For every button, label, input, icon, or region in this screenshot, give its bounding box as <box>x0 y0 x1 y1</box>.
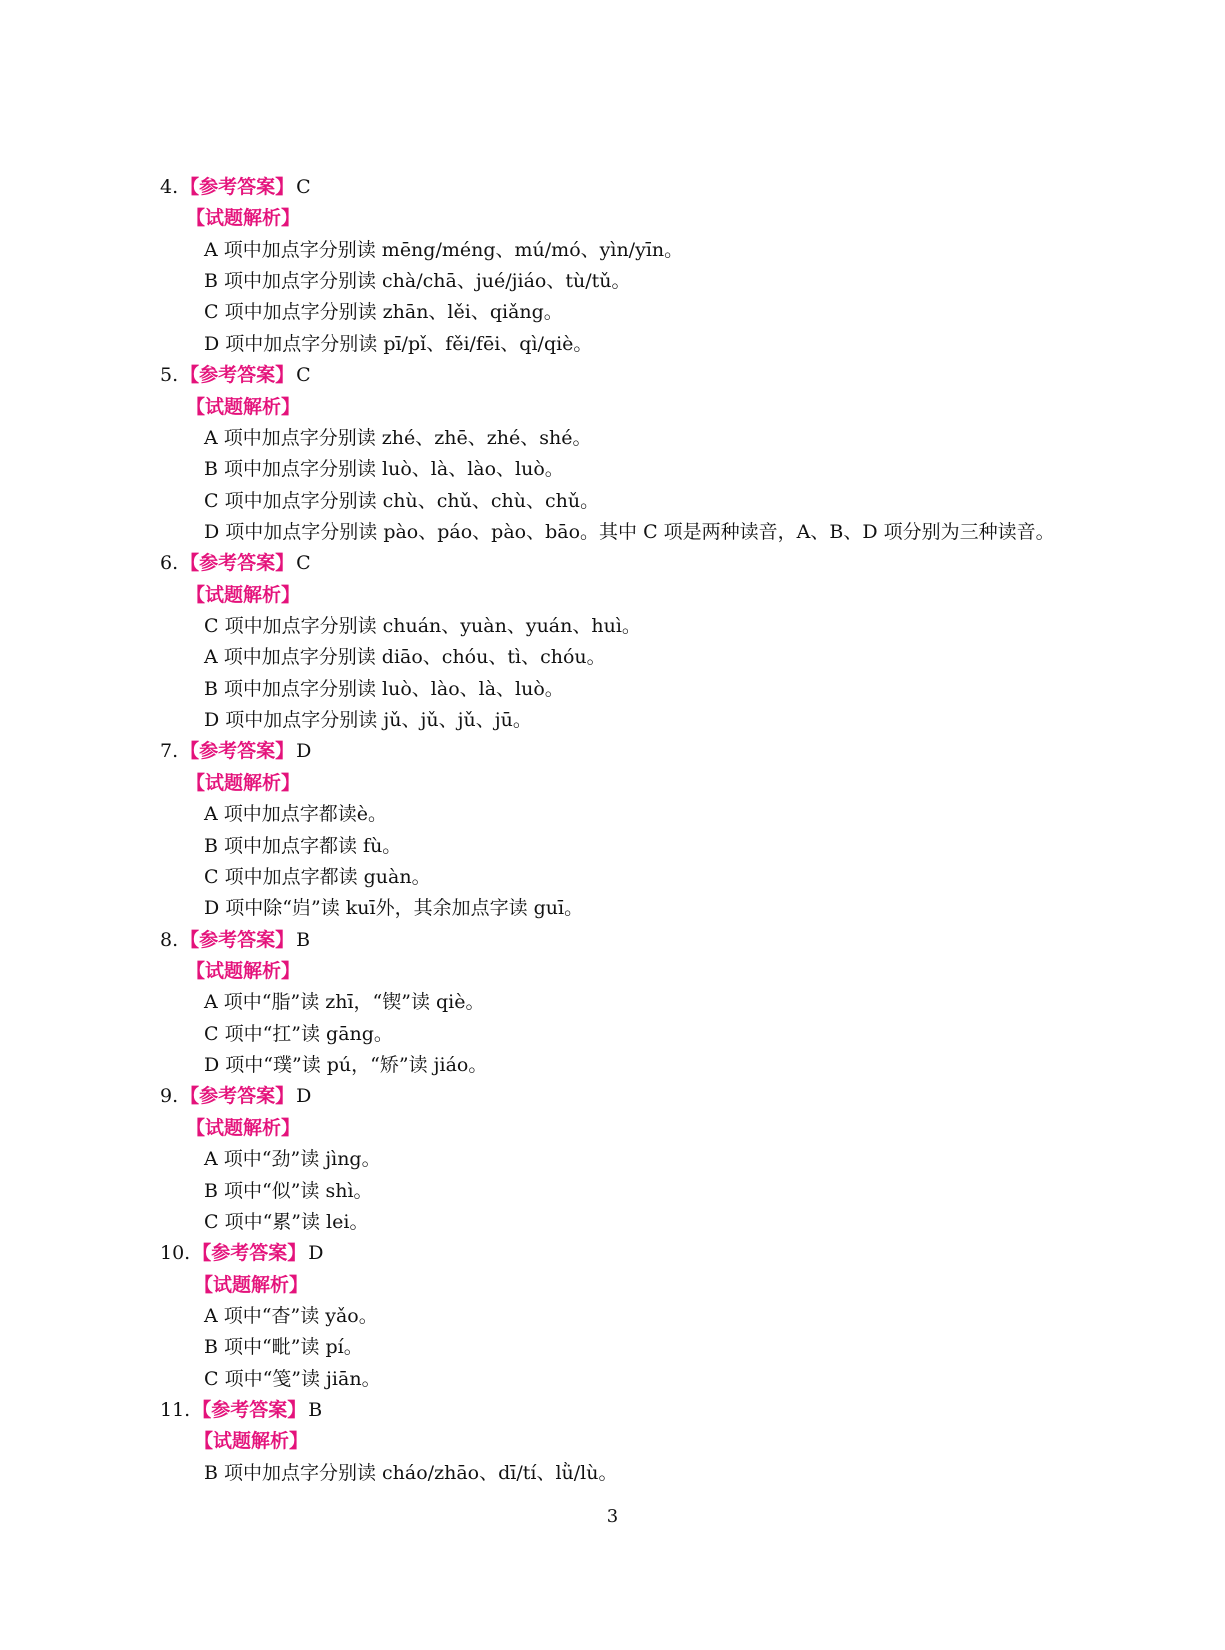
analysis-tag: 【试题解析】 <box>194 1273 309 1296</box>
answer-letter: C <box>296 364 311 387</box>
analysis-text: B 项中加点字分别读 luò、lào、là、luò。 <box>204 677 564 700</box>
analysis-text: D 项中加点字分别读 jǔ、jǔ、jǔ、jū。 <box>204 709 532 732</box>
analysis-tag: 【试题解析】 <box>186 583 301 606</box>
analysis-line <box>0 422 1225 454</box>
analysis-line <box>0 830 1225 862</box>
answer-tag: 【参考答案】 <box>180 364 295 387</box>
analysis-text: D 项中加点字分别读 pào、páo、pào、bāo。其中 C 项是两种读音，A、B、D 项分别为三种读音。 <box>204 520 1055 543</box>
analysis-heading-row <box>0 1425 1225 1457</box>
analysis-tag: 【试题解析】 <box>186 960 301 982</box>
analysis-line <box>0 328 1225 360</box>
analysis-tag: 【试题解析】 <box>194 1430 309 1453</box>
question-number: 9. <box>160 1085 179 1108</box>
analysis-heading-row <box>0 955 1225 987</box>
answer-letter: D <box>308 1242 324 1265</box>
analysis-heading-row <box>0 767 1225 799</box>
analysis-line <box>0 1018 1225 1050</box>
analysis-line <box>0 1331 1225 1363</box>
analysis-text: B 项中“似”读 shì。 <box>204 1179 373 1202</box>
answer-tag: 【参考答案】 <box>192 1399 307 1422</box>
analysis-line <box>0 1457 1225 1489</box>
analysis-text: B 项中“毗”读 pí。 <box>204 1336 363 1359</box>
question-number: 7. <box>160 740 179 763</box>
answer-tag: 【参考答案】 <box>180 176 295 198</box>
answer-letter: D <box>296 740 312 763</box>
analysis-text: B 项中加点字都读 fù。 <box>204 834 402 857</box>
question-answer-row <box>0 1394 1225 1426</box>
analysis-line <box>0 986 1225 1018</box>
question-answer-row <box>0 735 1225 767</box>
analysis-line <box>0 1049 1225 1081</box>
analysis-heading-row <box>0 1112 1225 1144</box>
answer-tag: 【参考答案】 <box>192 1242 307 1265</box>
analysis-text: D 项中“璞”读 pú，“矫”读 jiáo。 <box>204 1054 488 1077</box>
analysis-line <box>0 1300 1225 1332</box>
analysis-heading-row <box>0 202 1225 234</box>
analysis-text: D 项中除“岿”读 kuī外，其余加点字读 guī。 <box>204 897 584 920</box>
answer-tag: 【参考答案】 <box>180 1085 295 1108</box>
question-number: 11. <box>160 1399 191 1422</box>
analysis-line <box>0 1175 1225 1207</box>
question-number: 8. <box>160 928 179 951</box>
answer-tag: 【参考答案】 <box>180 552 295 575</box>
analysis-text: A 项中“劲”读 jìng。 <box>204 1148 381 1171</box>
analysis-line <box>0 516 1225 548</box>
answer-letter: B <box>296 928 311 951</box>
analysis-text: A 项中加点字分别读 mēng/méng、mú/mó、yìn/yīn。 <box>204 238 684 261</box>
answer-tag: 【参考答案】 <box>180 740 295 763</box>
analysis-text: A 项中加点字分别读 zhé、zhē、zhé、shé。 <box>204 426 592 449</box>
analysis-text: C 项中“累”读 lei。 <box>204 1210 369 1233</box>
analysis-text: C 项中加点字分别读 chuán、yuàn、yuán、huì。 <box>204 615 641 638</box>
analysis-tag: 【试题解析】 <box>186 771 301 794</box>
analysis-tag: 【试题解析】 <box>186 395 301 418</box>
question-answer-row <box>0 1080 1225 1112</box>
analysis-line <box>0 234 1225 266</box>
question-number: 4. <box>160 176 179 198</box>
analysis-text: A 项中“脂”读 zhī，“锲”读 qiè。 <box>204 991 485 1014</box>
analysis-line <box>0 610 1225 642</box>
analysis-line <box>0 861 1225 893</box>
question-answer-row <box>0 547 1225 579</box>
answer-letter: D <box>296 1085 312 1108</box>
analysis-heading-row <box>0 391 1225 423</box>
question-answer-row <box>0 359 1225 391</box>
analysis-tag: 【试题解析】 <box>186 207 301 230</box>
analysis-text: C 项中加点字分别读 zhān、lěi、qiǎng。 <box>204 301 563 324</box>
analysis-line <box>0 296 1225 328</box>
analysis-line <box>0 453 1225 485</box>
question-answer-row <box>0 924 1225 956</box>
analysis-text: A 项中“杳”读 yǎo。 <box>204 1304 378 1327</box>
analysis-tag: 【试题解析】 <box>186 1116 301 1139</box>
analysis-heading-row <box>0 1269 1225 1301</box>
analysis-line <box>0 892 1225 924</box>
analysis-text: A 项中加点字分别读 diāo、chóu、tì、chóu。 <box>204 646 606 669</box>
analysis-text: B 项中加点字分别读 cháo/zhāo、dī/tí、lǜ/lù。 <box>204 1461 618 1484</box>
analysis-text: C 项中“扛”读 gāng。 <box>204 1022 393 1045</box>
analysis-text: B 项中加点字分别读 luò、là、lào、luò。 <box>204 458 564 481</box>
analysis-line <box>0 1143 1225 1175</box>
analysis-line <box>0 641 1225 673</box>
question-answer-row <box>0 1237 1225 1269</box>
analysis-line <box>0 673 1225 705</box>
answer-letter: C <box>296 552 311 575</box>
analysis-text: C 项中加点字都读 guàn。 <box>204 865 431 888</box>
analysis-line <box>0 1206 1225 1238</box>
analysis-line <box>0 265 1225 297</box>
answer-letter: B <box>308 1399 323 1422</box>
analysis-text: A 项中加点字都读è。 <box>204 803 388 826</box>
analysis-line <box>0 485 1225 517</box>
analysis-line <box>0 704 1225 736</box>
analysis-text: B 项中加点字分别读 chà/chā、jué/jiáo、tù/tǔ。 <box>204 270 631 293</box>
answer-letter: C <box>296 176 311 198</box>
analysis-text: D 项中加点字分别读 pī/pǐ、fěi/fēi、qì/qiè。 <box>204 332 593 355</box>
question-number: 10. <box>160 1242 191 1265</box>
analysis-text: C 项中加点字分别读 chù、chǔ、chù、chǔ。 <box>204 489 600 512</box>
question-answer-row <box>0 171 1225 203</box>
page-number: 3 <box>606 1506 619 1527</box>
answer-tag: 【参考答案】 <box>180 928 295 951</box>
question-number: 5. <box>160 364 179 387</box>
analysis-text: C 项中“笺”读 jiān。 <box>204 1367 381 1390</box>
analysis-heading-row <box>0 579 1225 611</box>
question-number: 6. <box>160 552 179 575</box>
analysis-line <box>0 798 1225 830</box>
analysis-line <box>0 1363 1225 1395</box>
